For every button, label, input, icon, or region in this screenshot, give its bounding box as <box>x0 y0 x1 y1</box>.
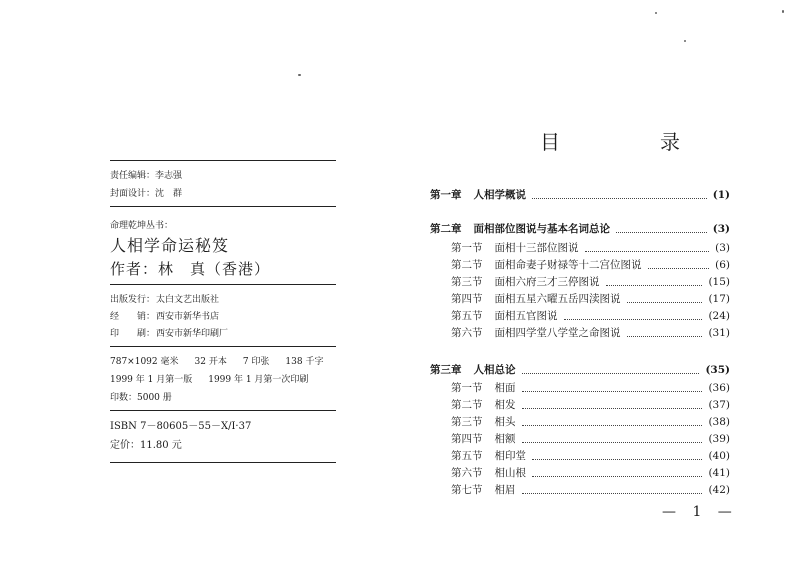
price-line: 定价：11.80 元 <box>110 440 182 451</box>
section-title: 面相十三部位图说 <box>494 242 579 254</box>
distributor-value: 西安市新华书店 <box>156 312 220 322</box>
section-number: 第六节 <box>451 467 483 479</box>
rule <box>110 206 336 207</box>
page-ref: (1) <box>712 189 730 201</box>
dot-leader <box>585 251 710 252</box>
toc-section <box>451 258 730 272</box>
dot-leader <box>532 476 702 477</box>
dot-leader <box>522 391 703 392</box>
toc-section <box>451 275 730 289</box>
section-title: 相眉 <box>494 484 516 496</box>
section-title: 相额 <box>494 433 516 445</box>
printing: 1999 年 1 月第一次印刷 <box>208 375 309 385</box>
page-ref: (39) <box>708 433 730 445</box>
page-ref: (17) <box>708 293 730 305</box>
dot-leader <box>532 198 707 199</box>
section-number: 第五节 <box>451 450 483 462</box>
distributor-line <box>110 311 219 323</box>
colophon-page <box>0 0 396 561</box>
toc-title: 目 录 <box>540 130 720 154</box>
chapter-number: 第二章 <box>430 223 462 235</box>
toc-chapter <box>430 188 730 202</box>
printer-label: 印 刷： <box>110 329 156 339</box>
section-title: 面相命妻子财禄等十二宫位图说 <box>494 259 642 271</box>
toc-section <box>451 326 730 340</box>
chapter-number: 第一章 <box>430 189 462 201</box>
section-number: 第七节 <box>451 484 483 496</box>
toc-section <box>451 466 730 480</box>
page-ref: (6) <box>715 259 730 271</box>
book-title: 人相学命运秘笈 <box>110 236 230 255</box>
rule <box>110 284 336 285</box>
toc-section <box>451 292 730 306</box>
dot-leader <box>627 302 703 303</box>
dot-leader <box>522 425 703 426</box>
dot-leader <box>648 268 710 269</box>
dot-leader <box>606 285 703 286</box>
page-ref: (41) <box>708 467 730 479</box>
chapter-number: 第三章 <box>430 364 462 376</box>
section-number: 第五节 <box>451 310 483 322</box>
section-number: 第四节 <box>451 293 483 305</box>
scan-speck <box>655 12 657 14</box>
page-ref: (35) <box>705 364 730 376</box>
sheets: 7 印张 <box>242 357 270 367</box>
dot-leader <box>532 459 702 460</box>
section-title: 相山根 <box>494 467 526 479</box>
cover-design-line: 封面设计：沈 群 <box>110 189 183 199</box>
series-line: 命理乾坤丛书： <box>110 221 174 231</box>
page-ref: (3) <box>712 223 730 235</box>
printer-line <box>110 328 228 340</box>
scan-speck <box>684 40 686 42</box>
page-ref: (40) <box>708 450 730 462</box>
words: 138 千字 <box>285 357 324 367</box>
isbn-line: ISBN 7－80605－55－X/I·37 <box>110 421 252 432</box>
scan-speck <box>298 74 301 76</box>
dot-leader <box>616 232 707 233</box>
section-title: 面相六府三才三停图说 <box>494 276 600 288</box>
chapter-title: 面相部位图说与基本名词总论 <box>473 223 610 235</box>
section-number: 第二节 <box>451 259 483 271</box>
toc-section <box>451 432 730 446</box>
scan-speck <box>782 10 784 13</box>
rule <box>110 160 336 161</box>
toc-section <box>451 309 730 323</box>
chapter-title: 人相学概说 <box>473 189 526 201</box>
section-title: 面相五星六曜五岳四渎图说 <box>494 293 621 305</box>
chapter-title: 人相总论 <box>473 364 516 376</box>
rule <box>110 346 336 347</box>
toc-section <box>451 483 730 497</box>
section-number: 第四节 <box>451 433 483 445</box>
dot-leader <box>522 442 703 443</box>
section-number: 第三节 <box>451 276 483 288</box>
dot-leader <box>522 373 700 374</box>
section-title: 面相五官图说 <box>494 310 558 322</box>
page-ref: (31) <box>708 327 730 339</box>
page-ref: (38) <box>708 416 730 428</box>
publisher-value: 太白文艺出版社 <box>156 295 220 305</box>
publisher-label: 出版发行： <box>110 295 156 305</box>
section-title: 相印堂 <box>494 450 526 462</box>
page-number: — 1 — <box>662 504 738 520</box>
toc-section <box>451 415 730 429</box>
toc-chapter <box>430 222 730 236</box>
edition: 1999 年 1 月第一版 <box>110 375 193 385</box>
format: 787×1092 毫米 <box>110 357 179 367</box>
rule <box>110 410 336 411</box>
dot-leader <box>522 493 703 494</box>
section-title: 相头 <box>494 416 516 428</box>
distributor-label: 经 销： <box>110 312 156 322</box>
section-number: 第一节 <box>451 242 483 254</box>
publisher-line <box>110 294 219 306</box>
section-number: 第六节 <box>451 327 483 339</box>
specs-line <box>110 356 339 368</box>
editor-line: 责任编辑：李志强 <box>110 171 183 181</box>
copies-line: 印数：5000 册 <box>110 393 172 403</box>
page-ref: (15) <box>708 276 730 288</box>
page-ref: (3) <box>715 242 730 254</box>
page-ref: (24) <box>708 310 730 322</box>
toc-section <box>451 449 730 463</box>
toc-section <box>451 241 730 255</box>
page-ref: (42) <box>708 484 730 496</box>
section-title: 相发 <box>494 399 516 411</box>
toc-section <box>451 381 730 395</box>
edition-line <box>110 374 324 386</box>
section-number: 第二节 <box>451 399 483 411</box>
section-number: 第三节 <box>451 416 483 428</box>
kai: 32 开本 <box>194 357 227 367</box>
author-line: 作者：林 真（香港） <box>110 260 271 278</box>
dot-leader <box>522 408 703 409</box>
toc-chapter <box>430 363 730 377</box>
section-number: 第一节 <box>451 382 483 394</box>
printer-value: 西安市新华印刷厂 <box>156 329 229 339</box>
toc-section <box>451 398 730 412</box>
dot-leader <box>627 336 703 337</box>
page-ref: (36) <box>708 382 730 394</box>
dot-leader <box>564 319 703 320</box>
page-ref: (37) <box>708 399 730 411</box>
rule <box>110 462 336 463</box>
section-title: 相面 <box>494 382 516 394</box>
section-title: 面相四学堂八学堂之命图说 <box>494 327 621 339</box>
